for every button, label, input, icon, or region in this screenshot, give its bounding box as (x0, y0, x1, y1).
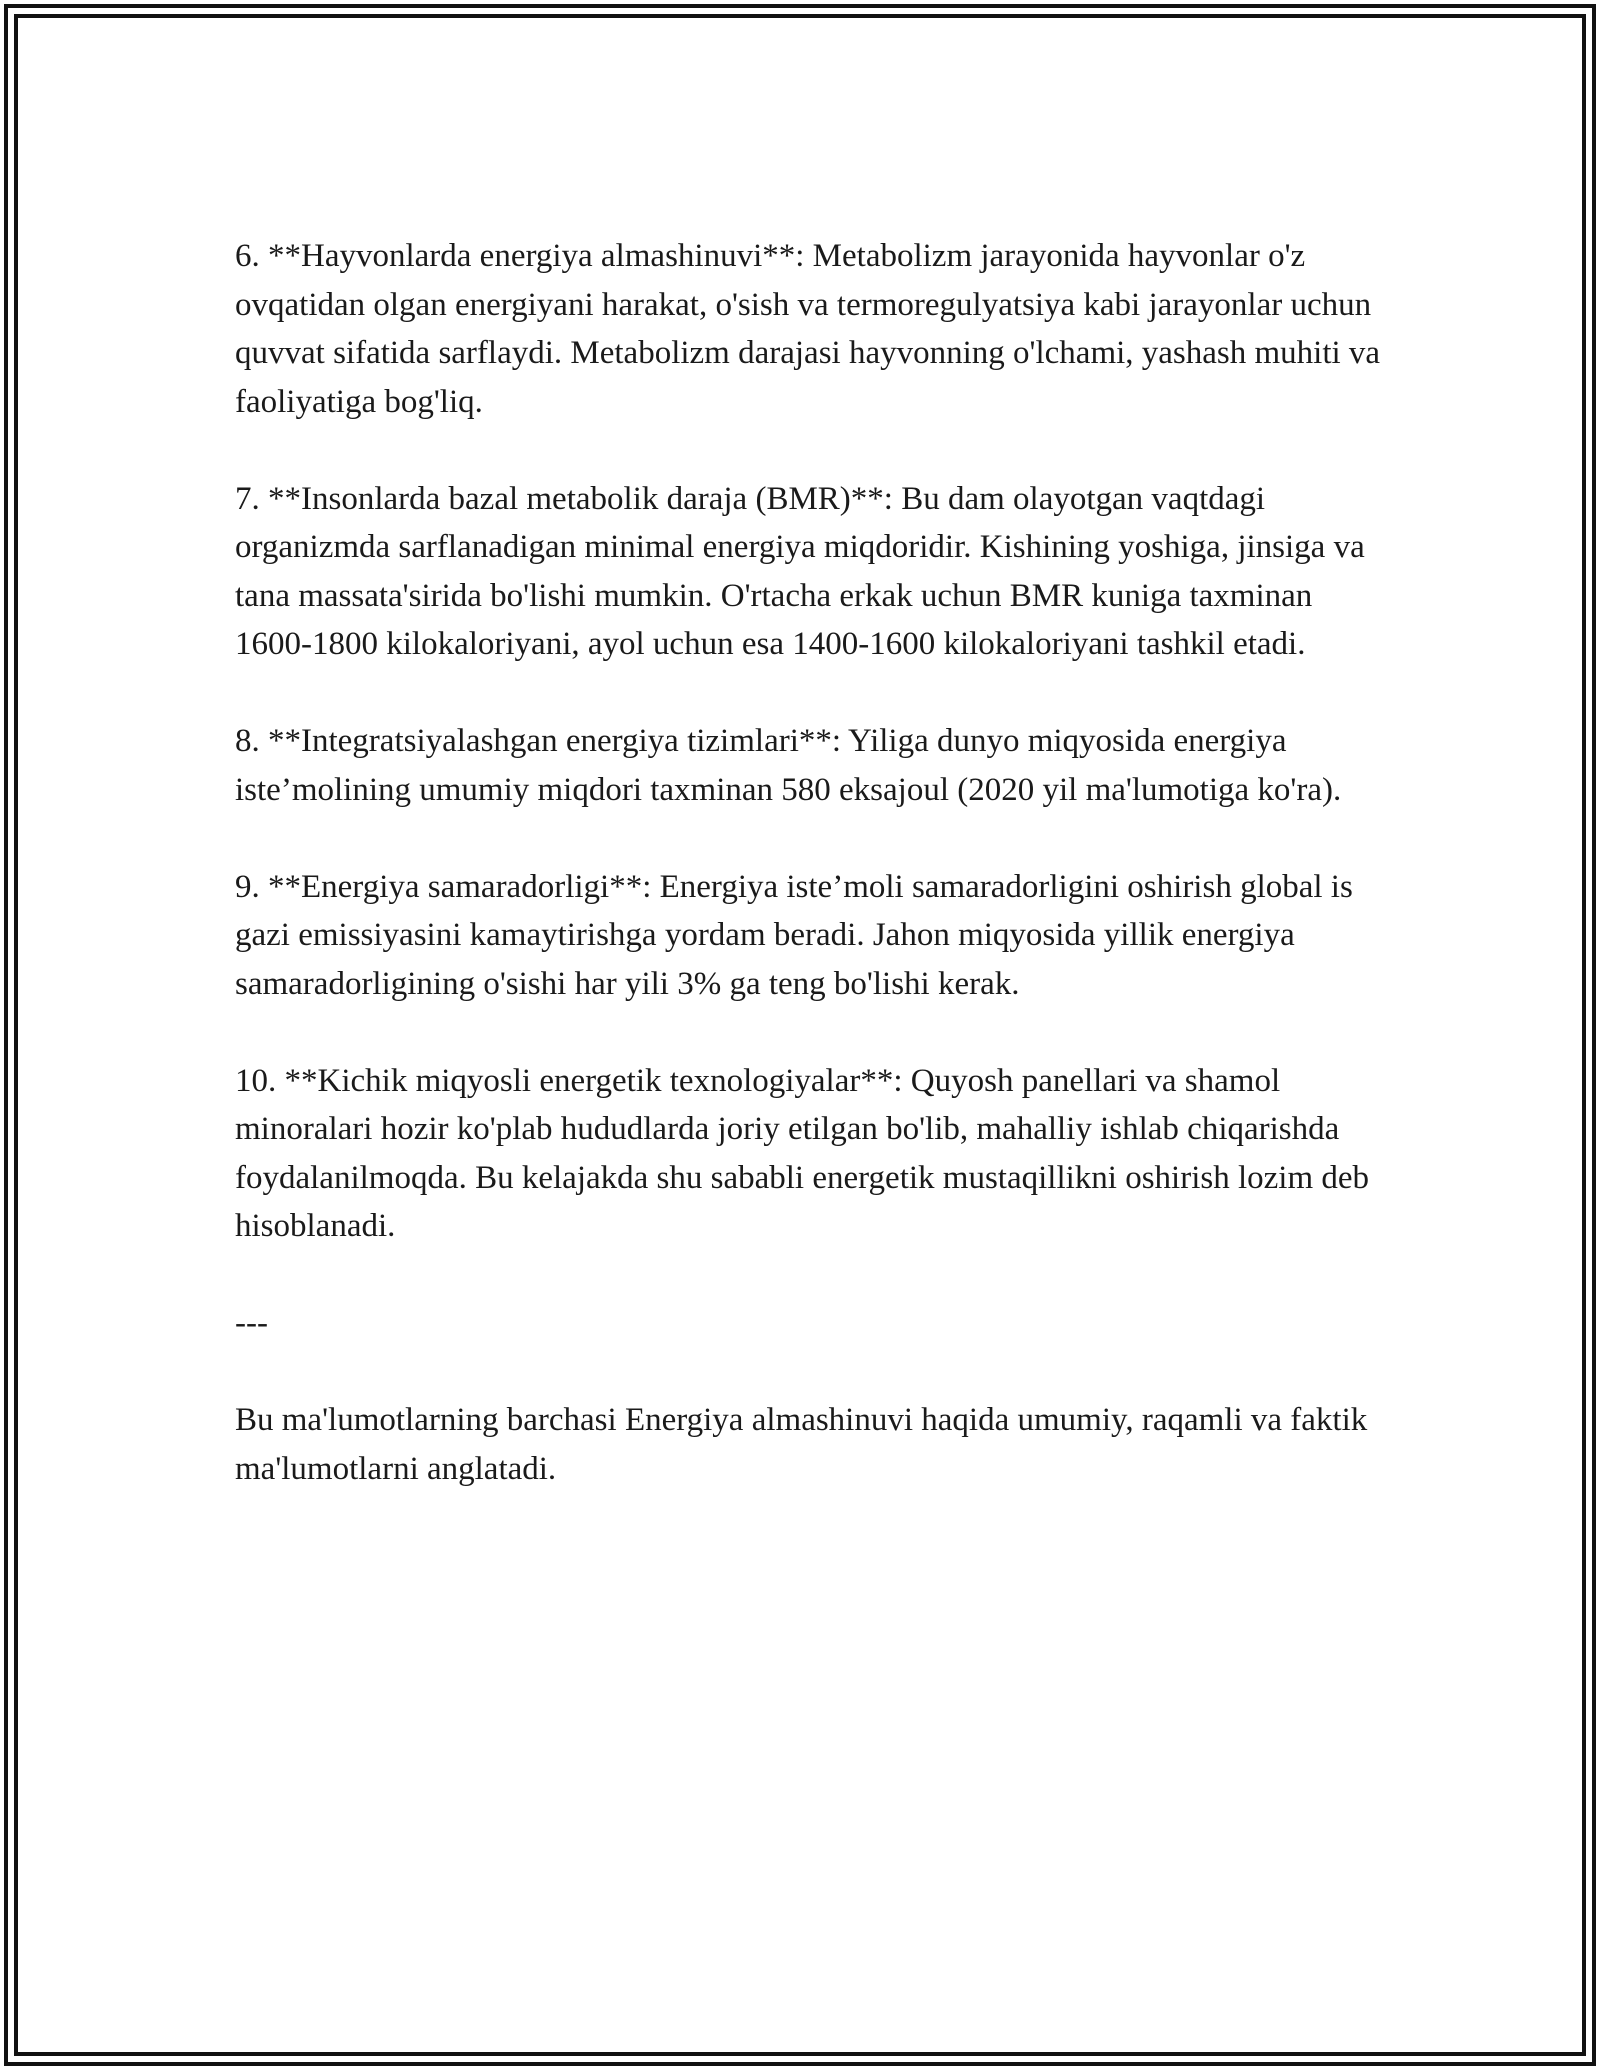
paragraph-number: 10. (235, 1062, 277, 1099)
paragraph-item-10 (235, 1057, 1395, 1251)
document-body (235, 232, 1395, 1542)
paragraph-item-6 (235, 232, 1395, 426)
paragraph-number: 6. (235, 238, 260, 274)
paragraph-text: **Integratsiyalashgan energiya tizimlari**: Yiliga dunyo miqyosida energiya iste’molining umumiy miqdori taxminan 580 eksajoul (2020 yil ma'lumotiga ko'ra). (235, 723, 1342, 808)
paragraph-item-8 (235, 717, 1395, 814)
paragraph-number: 7. (235, 480, 260, 517)
paragraph-item-7 (235, 475, 1395, 669)
paragraph-text: **Insonlarda bazal metabolik daraja (BMR)**: Bu dam olayotgan vaqtdagi organizmda sarflanadigan minimal energiya miqdoridir. Kishining yoshiga, jinsiga va tana massata'sirida bo'lishi mumkin. O'rtacha erkak uchun BMR kuniga taxminan 1600-1800 kilokaloriyani, ayol uchun esa 1400-1600 kilokaloriyani tashkil etadi. (235, 480, 1365, 662)
paragraph-number: 9. (235, 868, 260, 905)
paragraph-item-9 (235, 863, 1395, 1009)
paragraph-text: **Hayvonlarda energiya almashinuvi**: Metabolizm jarayonida hayvonlar o'z ovqatidan olgan energiyani harakat, o'sish va termoregulyatsiya kabi jarayonlar uchun quvvat sifatida sarflaydi. Metabolizm darajasi hayvonning o'lchami, yashash muhiti va faoliyatiga bog'liq. (235, 238, 1381, 420)
paragraph-text: **Energiya samaradorligi**: Energiya iste’moli samaradorligini oshirish global is gazi emissiyasini kamaytirishga yordam beradi. Jahon miqyosida yillik energiya samaradorligining o'sishi har yili 3% ga teng bo'lishi kerak. (235, 868, 1353, 1002)
paragraph-text: **Kichik miqyosli energetik texnologiyalar**: Quyosh panellari va shamol minoralari hozir ko'plab hududlarda joriy etilgan bo'lib, mahalliy ishlab chiqarishda foydalanilmoqda. Bu kelajakda shu sababli energetik mustaqillikni oshirish lozim deb hisoblanadi. (235, 1062, 1370, 1244)
closing-paragraph: Bu ma'lumotlarning barchasi Energiya almashinuvi haqida umumiy, raqamli va faktik ma'lumotlarni anglatadi. (235, 1402, 1368, 1487)
paragraph-number: 8. (235, 723, 260, 759)
section-separator: --- (235, 1305, 268, 1341)
